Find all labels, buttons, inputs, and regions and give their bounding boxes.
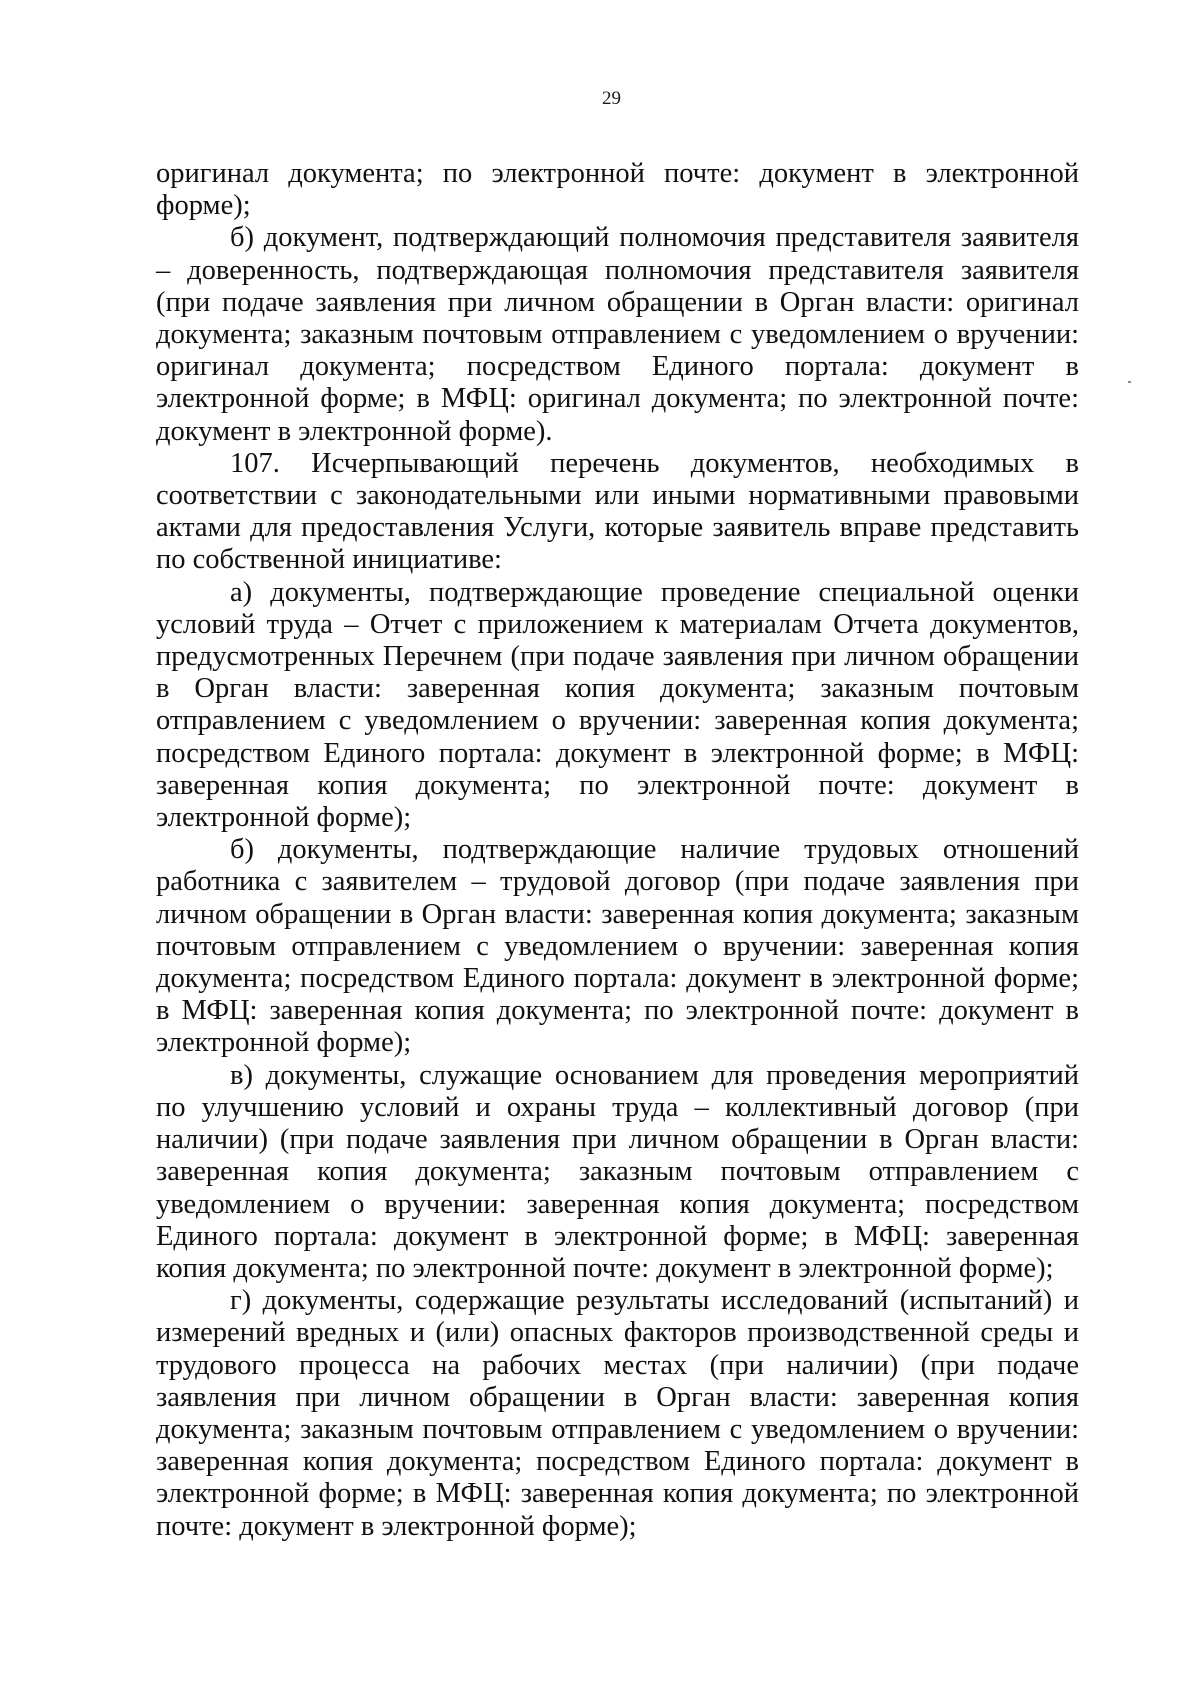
paragraph-item-b: б) документы, подтверждающие наличие трудовых отношений работника с заявителем – трудовой договор (при подаче заявления при личном обращении в Орган власти: заверенная копия документа; заказным почтовым отправлением с уведомлением о вручении: заверенная копия документа; посредством Единого портала: документ в электронной форме; в МФЦ: заверенная копия документа; по электронной почте: документ в электронной форме); <box>156 834 1079 1059</box>
scan-speck <box>1128 381 1131 383</box>
paragraph-item-v: в) документы, служащие основанием для проведения мероприятий по улучшению условий и охраны труда – коллективный договор (при наличии) (при подаче заявления при личном обращении в Орган власти: заверенная копия документа; заказным почтовым отправлением с уведомлением о вручении: заверенная копия документа; посредством Единого портала: документ в электронной форме; в МФЦ: заверенная копия документа; по электронной почте: документ в электронной форме); <box>156 1059 1079 1284</box>
paragraph-item-b-authority: б) документ, подтверждающий полномочия представителя заявителя – доверенность, подтверждающая полномочия представителя заявителя (при подаче заявления при личном обращении в Орган власти: оригинал документа; заказным почтовым отправлением с уведомлением о вручении: оригинал документа; посредством Единого портала: документ в электронной форме; в МФЦ: оригинал документа; по электронной почте: документ в электронной форме). <box>156 222 1079 447</box>
document-body <box>156 158 1079 1543</box>
paragraph-continuation: оригинал документа; по электронной почте: документ в электронной форме); <box>156 158 1079 222</box>
paragraph-section-107: 107. Исчерпывающий перечень документов, необходимых в соответствии с законодательными или иными нормативными правовыми актами для предоставления Услуги, которые заявитель вправе представить по собственной инициативе: <box>156 447 1079 576</box>
paragraph-item-a: а) документы, подтверждающие проведение специальной оценки условий труда – Отчет с приложением к материалам Отчета документов, предусмотренных Перечнем (при подаче заявления при личном обращении в Орган власти: заверенная копия документа; заказным почтовым отправлением с уведомлением о вручении: заверенная копия документа; посредством Единого портала: документ в электронной форме; в МФЦ: заверенная копия документа; по электронной почте: документ в электронной форме); <box>156 576 1079 834</box>
page-number: 29 <box>602 88 621 109</box>
paragraph-item-g: г) документы, содержащие результаты исследований (испытаний) и измерений вредных и (или) опасных факторов производственной среды и трудового процесса на рабочих местах (при наличии) (при подаче заявления при личном обращении в Орган власти: заверенная копия документа; заказным почтовым отправлением с уведомлением о вручении: заверенная копия документа; посредством Единого портала: документ в электронной форме; в МФЦ: заверенная копия документа; по электронной почте: документ в электронной форме); <box>156 1285 1079 1542</box>
